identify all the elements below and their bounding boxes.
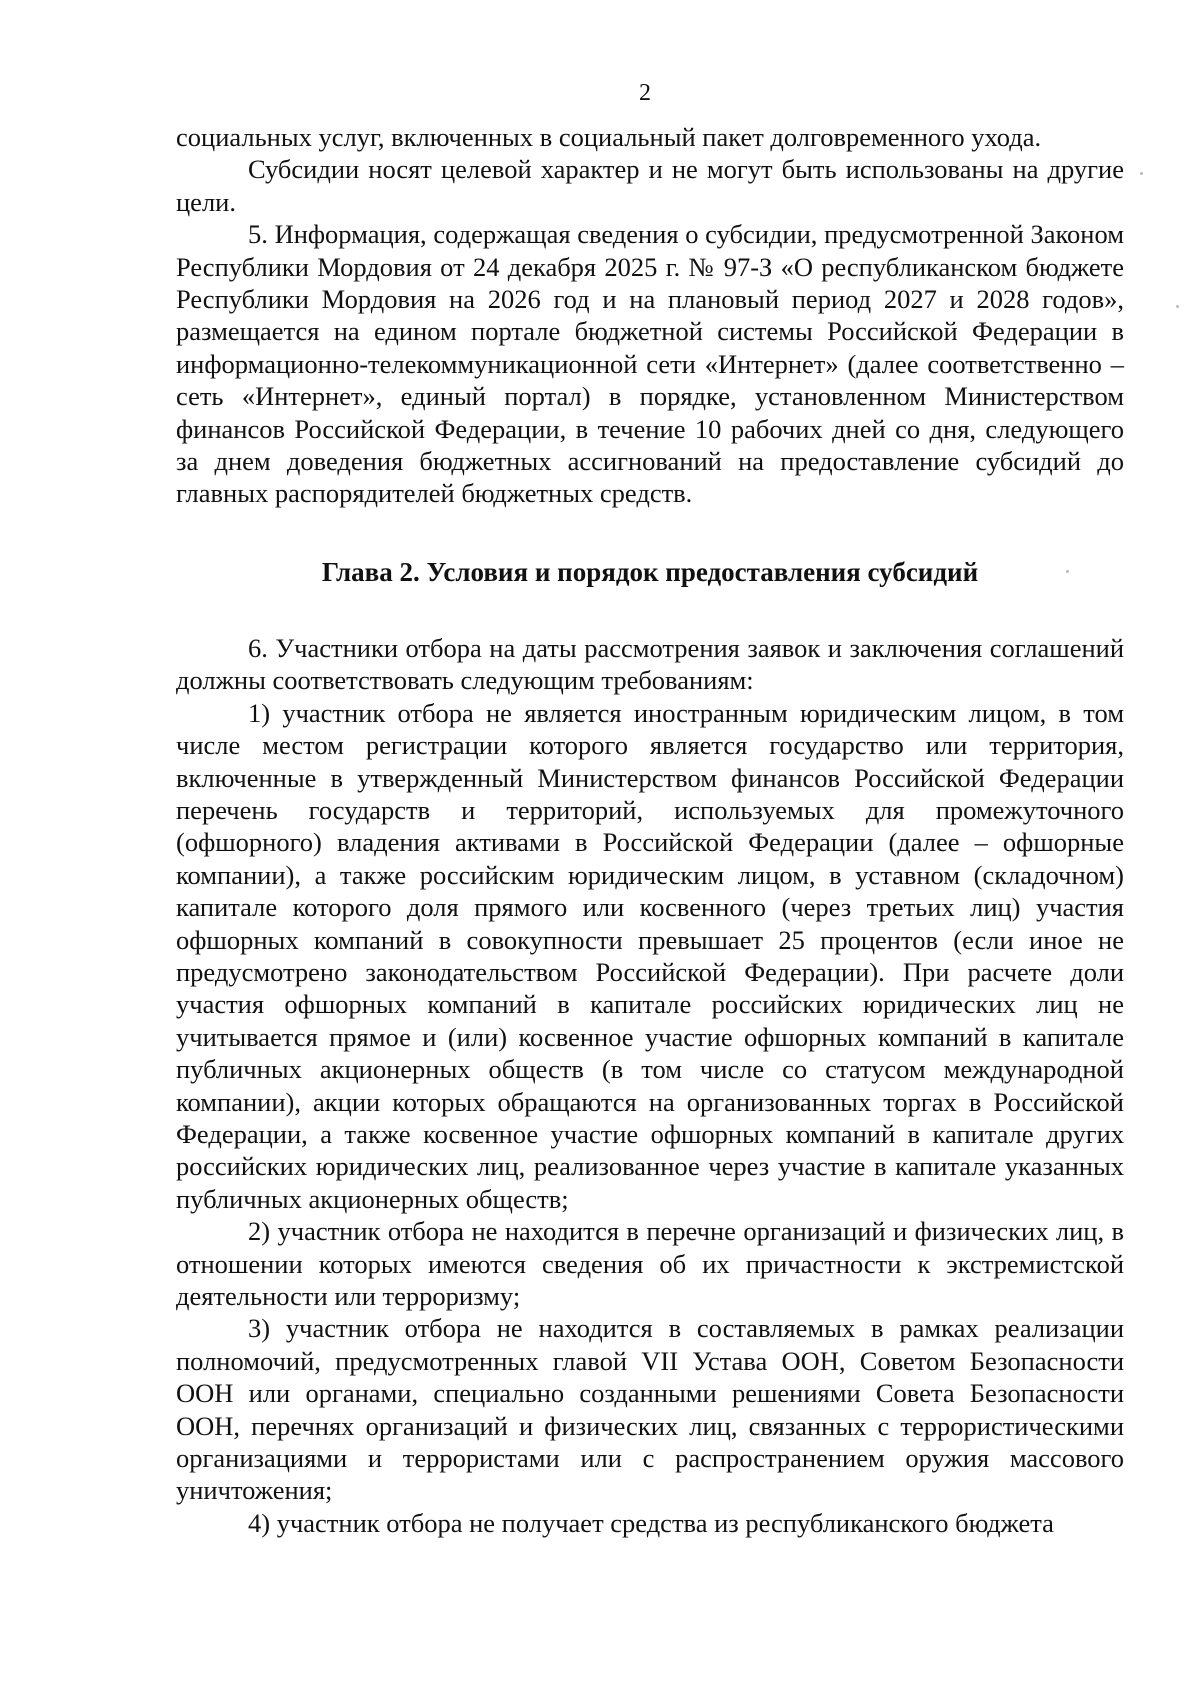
paragraph-subitem-2: 2) участник отбора не находится в перечне организаций и физических лиц, в отношении которых имеются сведения об их причастности к экстремистской деятельности или терроризму; bbox=[176, 1216, 1124, 1311]
document-body bbox=[176, 121, 1124, 1539]
scan-speck bbox=[1176, 305, 1179, 308]
scan-speck bbox=[1066, 570, 1069, 573]
paragraph-subitem-4: 4) участник отбора не получает средства из республиканского бюджета bbox=[248, 1507, 1054, 1538]
paragraph-subitem-3: 3) участник отбора не находится в составляемых в рамках реализации полномочий, предусмотренных главой VII Устава ООН, Советом Безопасности ООН или органами, специально созданными решениями Совета Безопасности ООН, перечнях организаций и физических лиц, связанных с террористическими организациями и террористами или с распространением оружия массового уничтожения; bbox=[176, 1313, 1124, 1506]
paragraph-subsidy-purpose: Субсидии носят целевой характер и не могут быть использованы на другие цели. bbox=[176, 154, 1124, 217]
paragraph-continuation: социальных услуг, включенных в социальный пакет долговременного ухода. bbox=[176, 122, 1042, 152]
chapter-heading: Глава 2. Условия и порядок предоставления субсидий bbox=[321, 556, 979, 587]
scan-speck bbox=[1140, 172, 1143, 175]
page-number: 2 bbox=[639, 80, 651, 106]
paragraph-item-5: 5. Информация, содержащая сведения о субсидии, предусмотренной Законом Республики Мордовия от 24 декабря 2025 г. № 97-З «О республиканском бюджете Республики Мордовия на 2026 год и на плановый период 2027 и 2028 годов», размещается на едином портале бюджетной системы Российской Федерации в информационно-телекоммуникационной сети «Интернет» (далее соответственно – сеть «Интернет», единый портал) в порядке, установленном Министерством финансов Российской Федерации, в течение 10 рабочих дней со дня, следующего за днем доведения бюджетных ассигнований на предоставление субсидий до главных распорядителей бюджетных средств. bbox=[176, 219, 1124, 509]
paragraph-item-6: 6. Участники отбора на даты рассмотрения заявок и заключения соглашений должны соответствовать следующим требованиям: bbox=[176, 632, 1124, 696]
paragraph-subitem-1: 1) участник отбора не является иностранным юридическим лицом, в том числе местом регистрации которого является государство или территория, включенные в утвержденный Министерством финансов Российской Федерации перечень государств и территорий, используемых для промежуточного (офшорного) владения активами в Российской Федерации (далее – офшорные компании), а также российским юридическим лицом, в уставном (складочном) капитале которого доля прямого или косвенного (через третьих лиц) участия офшорных компаний в совокупности превышает 25 процентов (если иное не предусмотрено законодательством Российской Федерации). При расчете доли участия офшорных компаний в капитале российских юридических лиц не учитывается прямое и (или) косвенное участие офшорных компаний в капитале публичных акционерных обществ (в том числе со статусом международной компании), акции которых обращаются на организованных торгах в Российской Федерации, а также косвенное участие офшорных компаний в капитале других российских юридических лиц, реализованное через участие в капитале указанных публичных акционерных обществ; bbox=[176, 697, 1124, 1214]
